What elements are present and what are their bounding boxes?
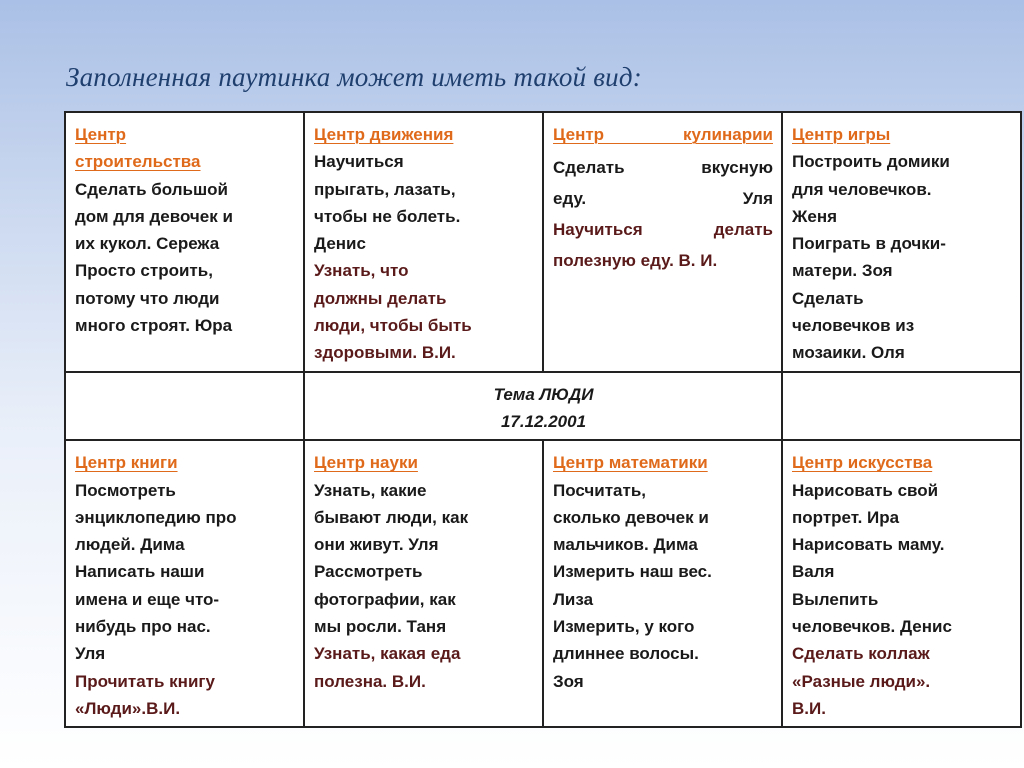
cell-text-line: должны делать — [314, 288, 447, 308]
cell-construction — [65, 112, 304, 372]
empty-cell-right — [782, 372, 1021, 441]
cell-text-line: Нарисовать маму. — [792, 535, 945, 555]
cell-text-line: Узнать, какие — [314, 480, 427, 500]
center-title-construction-2: строительства — [75, 152, 201, 172]
cell-text-line: Измерить наш вес. — [553, 562, 712, 582]
cell-text-line: здоровыми. В.И. — [314, 343, 456, 363]
cell-text-line: Поиграть в дочки- — [792, 234, 946, 254]
cell-body — [314, 148, 534, 366]
cell-text-line: полезна. В.И. — [314, 671, 426, 691]
cell-text-line: сколько девочек и — [553, 507, 709, 527]
cell-body — [75, 176, 295, 340]
cell-text-line: они живут. Уля — [314, 535, 439, 555]
cell-text-line: нибудь про нас. — [75, 617, 211, 637]
cell-text-line: еду. Уля — [553, 189, 773, 209]
cell-science — [304, 440, 543, 727]
cell-text-line: Лиза — [553, 589, 594, 609]
cell-text-line: Рассмотреть — [314, 562, 423, 582]
center-title-books: Центр книги — [75, 453, 178, 473]
cell-body — [792, 148, 1012, 366]
cell-text-line: прыгать, лазать, — [314, 179, 456, 199]
cell-text-line: бывают люди, как — [314, 507, 469, 527]
cell-text-line: Денис — [314, 234, 366, 254]
table-row-bottom — [65, 440, 1021, 727]
slide-title: Заполненная паутинка может иметь такой вид: — [66, 62, 642, 92]
cell-math — [543, 440, 782, 727]
cell-text-line: полезную еду. В. И. — [553, 251, 718, 271]
cell-text-line: чтобы не болеть. — [314, 206, 461, 226]
cell-body — [314, 477, 534, 695]
cell-text-line: Узнать, какая еда — [314, 644, 461, 664]
cell-text-line: Женя — [792, 206, 838, 226]
cell-text-line: человечков. Денис — [792, 617, 952, 637]
center-title-movement: Центр движения — [314, 125, 454, 144]
cell-body — [553, 152, 773, 276]
cell-text-line: потому что люди — [75, 288, 220, 308]
cell-text-line: Нарисовать свой — [792, 480, 939, 500]
table-row-top — [65, 112, 1021, 372]
empty-cell-left — [65, 372, 304, 441]
cell-text-line: Посчитать, — [553, 480, 646, 500]
center-title-art: Центр искусства — [792, 453, 933, 473]
cell-text-line: В.И. — [792, 698, 826, 718]
cell-games — [782, 112, 1021, 372]
theme-date: 17.12.2001 — [500, 411, 587, 431]
cell-cooking — [543, 112, 782, 372]
cell-text-line: их кукол. Сережа — [75, 234, 220, 254]
cell-text-line: Написать наши — [75, 562, 205, 582]
cell-text-line: Прочитать книгу — [75, 671, 215, 691]
cell-body — [75, 477, 295, 723]
cell-text-line: длиннее волосы. — [553, 644, 699, 664]
cell-body — [553, 477, 773, 695]
cell-text-line: Просто строить, — [75, 261, 213, 281]
activity-web-table — [64, 111, 1022, 728]
cell-text-line: людей. Дима — [75, 535, 185, 555]
cell-text-line: мозаики. Оля — [792, 343, 905, 363]
center-title-cooking: Центр кулинарии — [553, 125, 773, 144]
table-row-theme — [65, 372, 1021, 441]
theme-title: Тема ЛЮДИ — [493, 384, 594, 404]
cell-text-line: Научиться делать — [553, 220, 773, 240]
cell-text-line: Валя — [792, 562, 835, 582]
cell-text-line: мы росли. Таня — [314, 617, 447, 637]
cell-text-line: Уля — [75, 644, 106, 664]
cell-text-line: Сделать большой — [75, 179, 228, 199]
cell-text-line: дом для девочек и — [75, 206, 233, 226]
cell-body — [792, 477, 1012, 723]
center-title-math: Центр математики — [553, 453, 708, 473]
cell-movement — [304, 112, 543, 372]
cell-books — [65, 440, 304, 727]
cell-text-line: «Люди».В.И. — [75, 698, 181, 718]
cell-text-line: имена и еще что- — [75, 589, 220, 609]
cell-text-line: мальчиков. Дима — [553, 535, 698, 555]
cell-text-line: Сделать вкусную — [553, 158, 773, 178]
cell-text-line: Зоя — [553, 671, 584, 691]
cell-text-line: люди, чтобы быть — [314, 316, 472, 336]
cell-text-line: матери. Зоя — [792, 261, 893, 281]
cell-text-line: Построить домики — [792, 152, 950, 172]
cell-text-line: человечков из — [792, 316, 915, 336]
cell-text-line: Посмотреть — [75, 480, 176, 500]
cell-text-line: Узнать, что — [314, 261, 409, 281]
center-title-science: Центр науки — [314, 453, 418, 473]
theme-cell — [304, 372, 782, 441]
center-title-games: Центр игры — [792, 125, 891, 144]
cell-text-line: Сделать — [792, 288, 864, 308]
center-title-construction-1: Центр — [75, 125, 127, 144]
cell-text-line: для человечков. — [792, 179, 932, 199]
cell-text-line: портрет. Ира — [792, 507, 900, 527]
cell-text-line: энциклопедию про — [75, 507, 237, 527]
cell-text-line: Научиться — [314, 152, 404, 172]
cell-text-line: Вылепить — [792, 589, 879, 609]
cell-text-line: много строят. Юра — [75, 316, 233, 336]
cell-text-line: «Разные люди». — [792, 671, 931, 691]
cell-art — [782, 440, 1021, 727]
cell-text-line: фотографии, как — [314, 589, 456, 609]
cell-text-line: Сделать коллаж — [792, 644, 930, 664]
cell-text-line: Измерить, у кого — [553, 617, 695, 637]
